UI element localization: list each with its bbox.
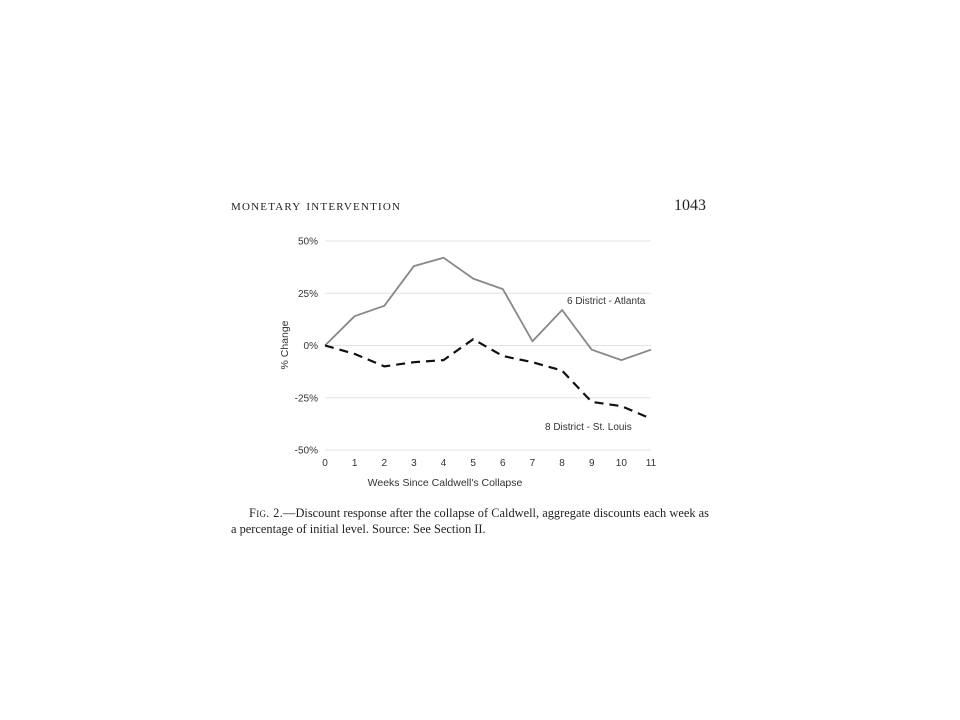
series-label: 6 District - Atlanta [567, 296, 646, 307]
series-label: 8 District - St. Louis [545, 422, 632, 433]
x-tick-label: 4 [440, 458, 447, 469]
y-tick-label: 50% [297, 236, 318, 248]
y-tick-label: 25% [297, 288, 318, 300]
running-head: monetary intervention [231, 198, 402, 214]
line-chart [270, 228, 690, 496]
figure-caption [231, 505, 709, 537]
series-lines [325, 258, 651, 419]
series-line-st-louis [325, 339, 651, 419]
x-tick-label: 11 [645, 458, 657, 469]
x-tick-label: 5 [470, 458, 476, 469]
x-tick-label: 7 [529, 458, 536, 469]
grid-lines [325, 241, 651, 450]
y-tick-label: -50% [294, 445, 318, 457]
x-axis-ticks [322, 458, 656, 469]
page-number: 1043 [674, 197, 706, 214]
series-labels [545, 296, 646, 433]
x-axis-label: Weeks Since Caldwell's Collapse [367, 477, 523, 489]
x-tick-label: 1 [351, 458, 358, 469]
x-tick-label: 0 [322, 458, 328, 469]
x-tick-label: 6 [500, 458, 506, 469]
y-axis-ticks [295, 237, 318, 457]
x-tick-label: 9 [588, 458, 595, 469]
x-tick-label: 8 [559, 458, 565, 469]
y-tick-label: -25% [294, 393, 318, 405]
x-tick-label: 3 [411, 458, 417, 469]
x-tick-label: 10 [615, 458, 627, 469]
series-line-atlanta [325, 258, 651, 360]
caption-text: —Discount response after the collapse of Caldwell, aggregate discounts each week as a percentage of initial level. Source: See Section II. [231, 506, 709, 536]
figure-label: Fig. 2. [249, 506, 284, 520]
y-axis-label: % Change [279, 320, 291, 370]
x-tick-label: 2 [381, 458, 388, 469]
y-tick-label: 0% [303, 341, 318, 352]
